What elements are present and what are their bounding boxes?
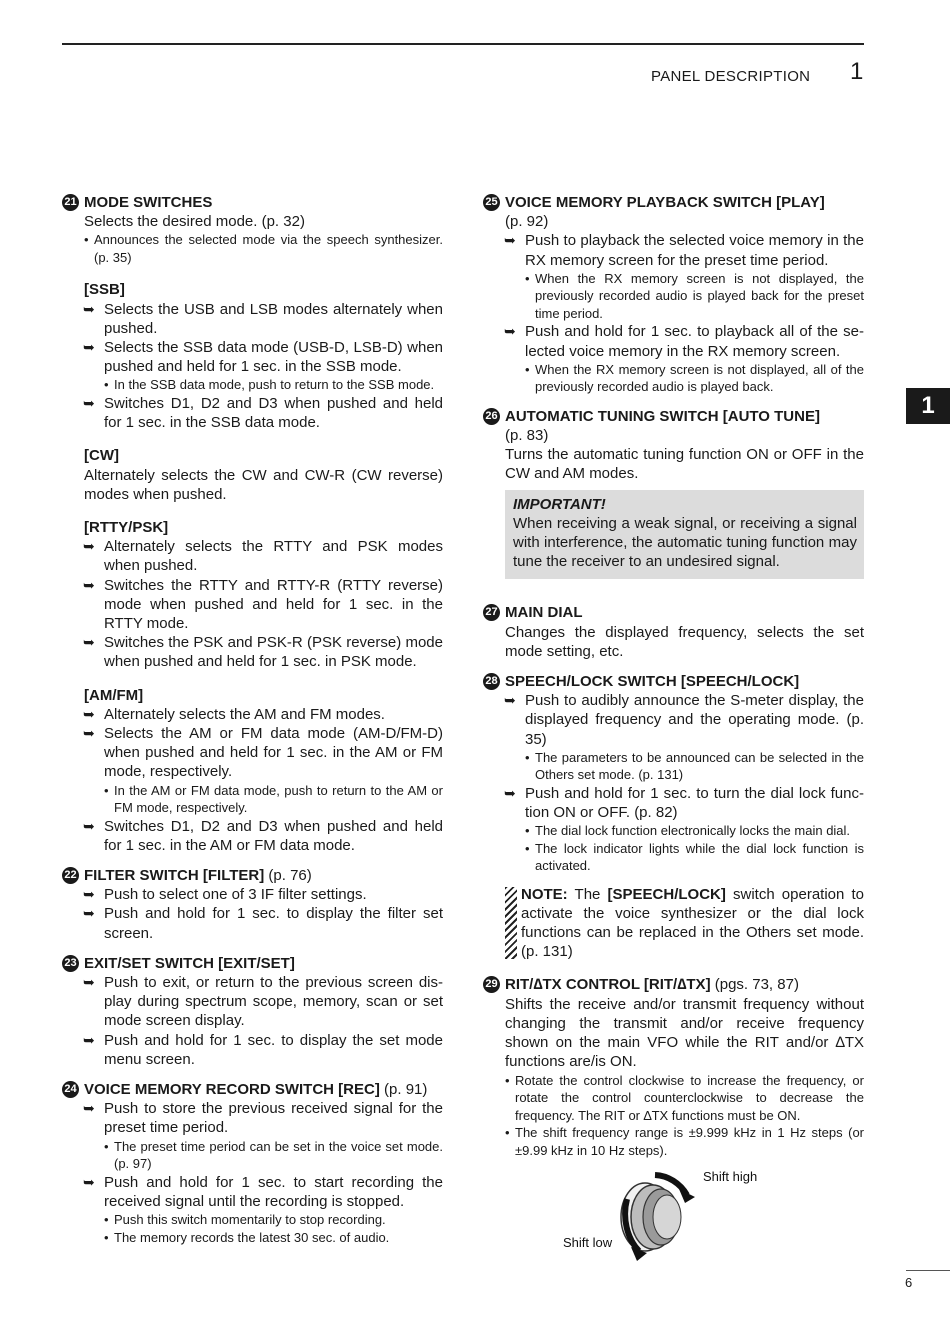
subheading-rtty-psk: [RTTY/PSK] (84, 518, 169, 536)
arrow-item: ➥ Push and hold for 1 sec. to start recording the received signal until the recording is stopped. (62, 1173, 443, 1211)
bullet-item: • Rotate the control clockwise to increase the frequency, or rotate the control counterclockwise to decrease the frequency. The RIT or ∆TX functions must be ON. (483, 1072, 864, 1125)
arrow-item: ➥ Selects the SSB data mode (USB-D, LSB-D) when pushed and held for 1 sec. in the SSB mode. (62, 338, 443, 376)
shift-low-label: Shift low (563, 1235, 613, 1250)
arrow-item: ➥ Push and hold for 1 sec. to playback all of the selected voice memory in the RX memory screen. (483, 322, 864, 360)
subheading-am-fm: [AM/FM] (84, 686, 144, 704)
section-heading (62, 954, 443, 973)
section-title: SPEECH/LOCK SWITCH [SPEECH/LOCK] (505, 672, 800, 690)
section-voice-playback-switch (483, 193, 864, 396)
section-heading (483, 975, 864, 994)
arrow-item: ➥ Push and hold for 1 sec. to display the set mode menu screen. (62, 1031, 443, 1069)
header-rule (62, 43, 864, 45)
section-auto-tune-switch (483, 407, 864, 580)
bullet-item: • In the AM or FM data mode, push to return to the AM or FM mode, respectively. (62, 782, 443, 817)
section-number-badge: 28 (483, 673, 500, 690)
section-rit-dtx-control (483, 975, 864, 1261)
arrow-item: ➥ Push to store the previous received signal for the preset time period. (62, 1099, 443, 1137)
note-hatch-icon (505, 887, 517, 960)
bullet-item: • The lock indicator lights while the dial lock function is activated. (483, 840, 864, 875)
note-text: switch operation to activate the voice synthesizer or the dial lock functions can be replaced in the Others set mode. (p. 131) (521, 885, 864, 961)
section-heading (483, 603, 864, 622)
section-mode-switches (62, 193, 443, 855)
header-chapter-number: 1 (850, 58, 864, 85)
arrow-item: ➥ Switches D1, D2 and D3 when pushed and held for 1 sec. in the SSB data mode. (62, 394, 443, 432)
page-reference: (p. 91) (384, 1081, 428, 1099)
page-reference: (pgs. 73, 87) (714, 976, 799, 994)
section-number-badge: 23 (62, 955, 79, 972)
header-title: PANEL DESCRIPTION (651, 68, 811, 85)
chapter-tab: 1 (906, 388, 950, 424)
arrow-item: ➥ Push to exit, or return to the previous screen display during spectrum scope, memory, scan or set mode screen display. (62, 973, 443, 1031)
section-title: VOICE MEMORY RECORD SWITCH [REC] (84, 1081, 380, 1099)
section-number-badge: 21 (62, 194, 79, 211)
bullet-item: • The shift frequency range is ±9.999 kHz in 1 Hz steps (or ±9.99 kHz in 10 Hz steps). (483, 1124, 864, 1159)
bullet-item: • The preset time period can be set in the voice set mode. (p. 97) (62, 1138, 443, 1173)
arrow-item: ➥ Selects the AM or FM data mode (AM-D/FM-D) when pushed and held for 1 sec. in the AM or FM mode, respectively. (62, 724, 443, 782)
section-exit-set-switch (62, 954, 443, 1069)
arrow-item: ➥ Push to playback the selected voice memory in the RX memory screen for the preset time period. (483, 231, 864, 269)
left-column (62, 193, 443, 1246)
note-text: The (567, 885, 608, 903)
page-number-rule (906, 1270, 950, 1271)
important-box (505, 490, 864, 580)
page-number: 6 (905, 1275, 913, 1290)
bullet-item: • The memory records the latest 30 sec. of audio. (62, 1229, 443, 1247)
arrow-item: ➥ Switches the PSK and PSK-R (PSK reverse) mode when pushed and held for 1 sec. in PSK mode. (62, 633, 443, 671)
paragraph: Alternately selects the CW and CW-R (CW reverse) modes when pushed. (84, 466, 443, 503)
section-heading (62, 1080, 443, 1099)
shift-high-label: Shift high (703, 1169, 758, 1184)
note-key: [SPEECH/LOCK] (607, 885, 726, 903)
bullet-item: • Push this switch momentarily to stop recording. (62, 1211, 443, 1229)
section-number-badge: 25 (483, 194, 500, 211)
section-filter-switch (62, 866, 443, 943)
arrow-item: ➥ Switches the RTTY and RTTY-R (RTTY reverse) mode when pushed and held for 1 sec. in the RTTY mode. (62, 576, 443, 634)
subheading-ssb: [SSB] (84, 281, 125, 299)
section-description: Turns the automatic tuning function ON or OFF in the CW and AM modes. (505, 446, 864, 483)
section-title: MODE SWITCHES (84, 194, 213, 211)
arrow-item: ➥ Push to audibly announce the S-meter display, the displayed frequency and the operating mode. (p. 35) (483, 691, 864, 749)
section-number-badge: 26 (483, 408, 500, 425)
section-description: Selects the desired mode. (p. 32) (84, 213, 305, 231)
arrow-item: ➥ Push and hold for 1 sec. to display the filter set screen. (62, 904, 443, 942)
section-heading (483, 407, 864, 426)
subheading-cw: [CW] (84, 447, 119, 465)
page-reference: (p. 83) (505, 426, 549, 444)
section-title: VOICE MEMORY PLAYBACK SWITCH [PLAY] (505, 194, 825, 211)
rit-dial-illustration (563, 1169, 763, 1261)
section-title: RIT/∆TX CONTROL [RIT/∆TX] (505, 976, 711, 994)
section-title: MAIN DIAL (505, 604, 583, 622)
section-number-badge: 22 (62, 867, 79, 884)
arrow-item: ➥ Selects the USB and LSB modes alternately when pushed. (62, 300, 443, 338)
arrow-item: ➥ Alternately selects the AM and FM modes. (62, 705, 443, 724)
bullet-item: • When the RX memory screen is not displayed, all of the previously recorded audio is played back. (483, 361, 864, 396)
arrow-item: ➥ Push and hold for 1 sec. to turn the dial lock function ON or OFF. (p. 82) (483, 784, 864, 822)
section-title: AUTOMATIC TUNING SWITCH [AUTO TUNE] (505, 407, 820, 425)
note-label: NOTE: (521, 885, 568, 903)
bullet-item: • The dial lock function electronically locks the main dial. (483, 822, 864, 840)
important-text: When receiving a weak signal, or receiving a signal with interference, the automatic tuning function may tune the receiver to an undesired signal. (513, 514, 857, 571)
section-heading (483, 193, 864, 212)
section-voice-record-switch (62, 1080, 443, 1246)
section-speech-lock-switch (483, 672, 864, 962)
section-heading (62, 193, 443, 212)
important-title: IMPORTANT! (513, 495, 606, 513)
page-reference: (p. 76) (268, 866, 312, 884)
page-reference: (p. 92) (505, 213, 549, 231)
section-description: Shifts the receive and/or transmit frequency without changing the transmit and/or receive frequency shown on the main VFO while the RIT and/or ∆TX functions are/is ON. (505, 995, 864, 1071)
section-heading (62, 866, 443, 885)
arrow-item: ➥ Switches D1, D2 and D3 when pushed and held for 1 sec. in the AM or FM data mode. (62, 817, 443, 855)
section-main-dial (483, 603, 864, 661)
section-description: Changes the displayed frequency, selects the set mode setting, etc. (505, 623, 864, 660)
note-box (505, 885, 864, 962)
bullet-item: • When the RX memory screen is not displayed, the previously recorded audio is played back for the preset time period. (483, 270, 864, 323)
right-column (483, 193, 864, 1261)
section-heading (483, 672, 864, 691)
section-number-badge: 29 (483, 976, 500, 993)
arrow-item: ➥ Alternately selects the RTTY and PSK modes when pushed. (62, 537, 443, 575)
bullet-item: • Announces the selected mode via the speech synthesizer. (p. 35) (62, 231, 443, 266)
section-number-badge: 24 (62, 1081, 79, 1098)
bullet-item: • The parameters to be announced can be selected in the Others set mode. (p. 131) (483, 749, 864, 784)
bullet-item: • In the SSB data mode, push to return to the SSB mode. (62, 376, 443, 394)
section-number-badge: 27 (483, 604, 500, 621)
section-title: FILTER SWITCH [FILTER] (84, 866, 265, 884)
arrow-item: ➥ Push to select one of 3 IF filter settings. (62, 885, 443, 904)
section-title: EXIT/SET SWITCH [EXIT/SET] (84, 954, 295, 972)
